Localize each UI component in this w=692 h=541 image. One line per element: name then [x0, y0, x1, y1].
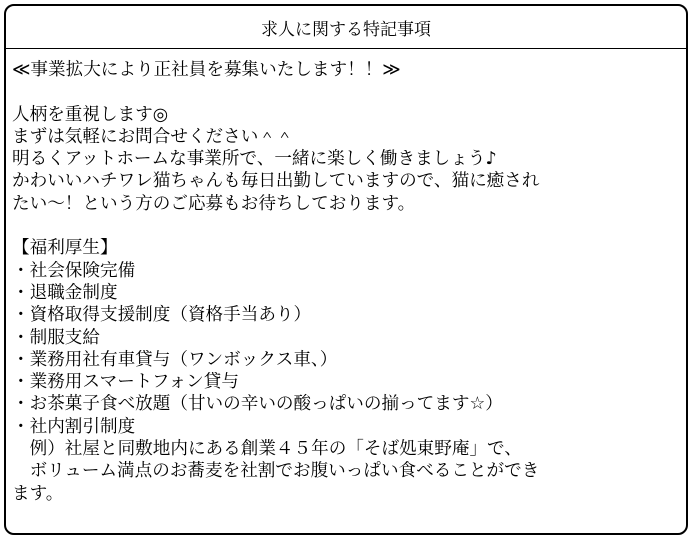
panel-header [6, 6, 686, 49]
notes-panel [4, 4, 688, 535]
text-line: ・業務用スマートフォン貸与 [12, 372, 239, 393]
text-line: ます。 [12, 483, 64, 504]
text-line: まずは気軽にお問合せください＾＾ [12, 126, 294, 147]
text-line [12, 215, 686, 237]
text-line: ・お茶菓子食べ放題（甘いの辛いの酸っぱいの揃ってます☆） [12, 394, 503, 415]
text-line: 明るくアットホームな事業所で、一緒に楽しく働きましょう♪ [12, 149, 497, 170]
text-line: ・業務用社有車貸与（ワンボックス車、） [12, 349, 338, 370]
text-line: ボリューム満点のお蕎麦を社割でお腹いっぱい食べることができ [12, 461, 540, 482]
text-line: ・社内割引制度 [12, 416, 136, 437]
text-line: 【福利厚生】 [12, 238, 118, 259]
text-line: 人柄を重視します◎ [12, 104, 169, 125]
text-line: ≪事業拡大により正社員を募集いたします！！≫ [12, 60, 401, 80]
text-line: ・制服支給 [12, 327, 100, 348]
text-line: かわいいハチワレ猫ちゃんも毎日出勤していますので、猫に癒され [12, 171, 540, 192]
text-line: ・退職金制度 [12, 282, 118, 303]
text-line: 例）社屋と同敷地内にある創業４５年の「そば処東野庵」で、 [12, 439, 522, 460]
text-line [12, 81, 686, 103]
notes-body [6, 49, 686, 505]
text-line: たい～！という方のご応募もお待ちしております。 [12, 193, 416, 214]
text-line: ・資格取得支援制度（資格手当あり） [12, 305, 312, 326]
text-line: ・社会保険完備 [12, 260, 136, 281]
panel-title: 求人に関する特記事項 [261, 19, 431, 40]
